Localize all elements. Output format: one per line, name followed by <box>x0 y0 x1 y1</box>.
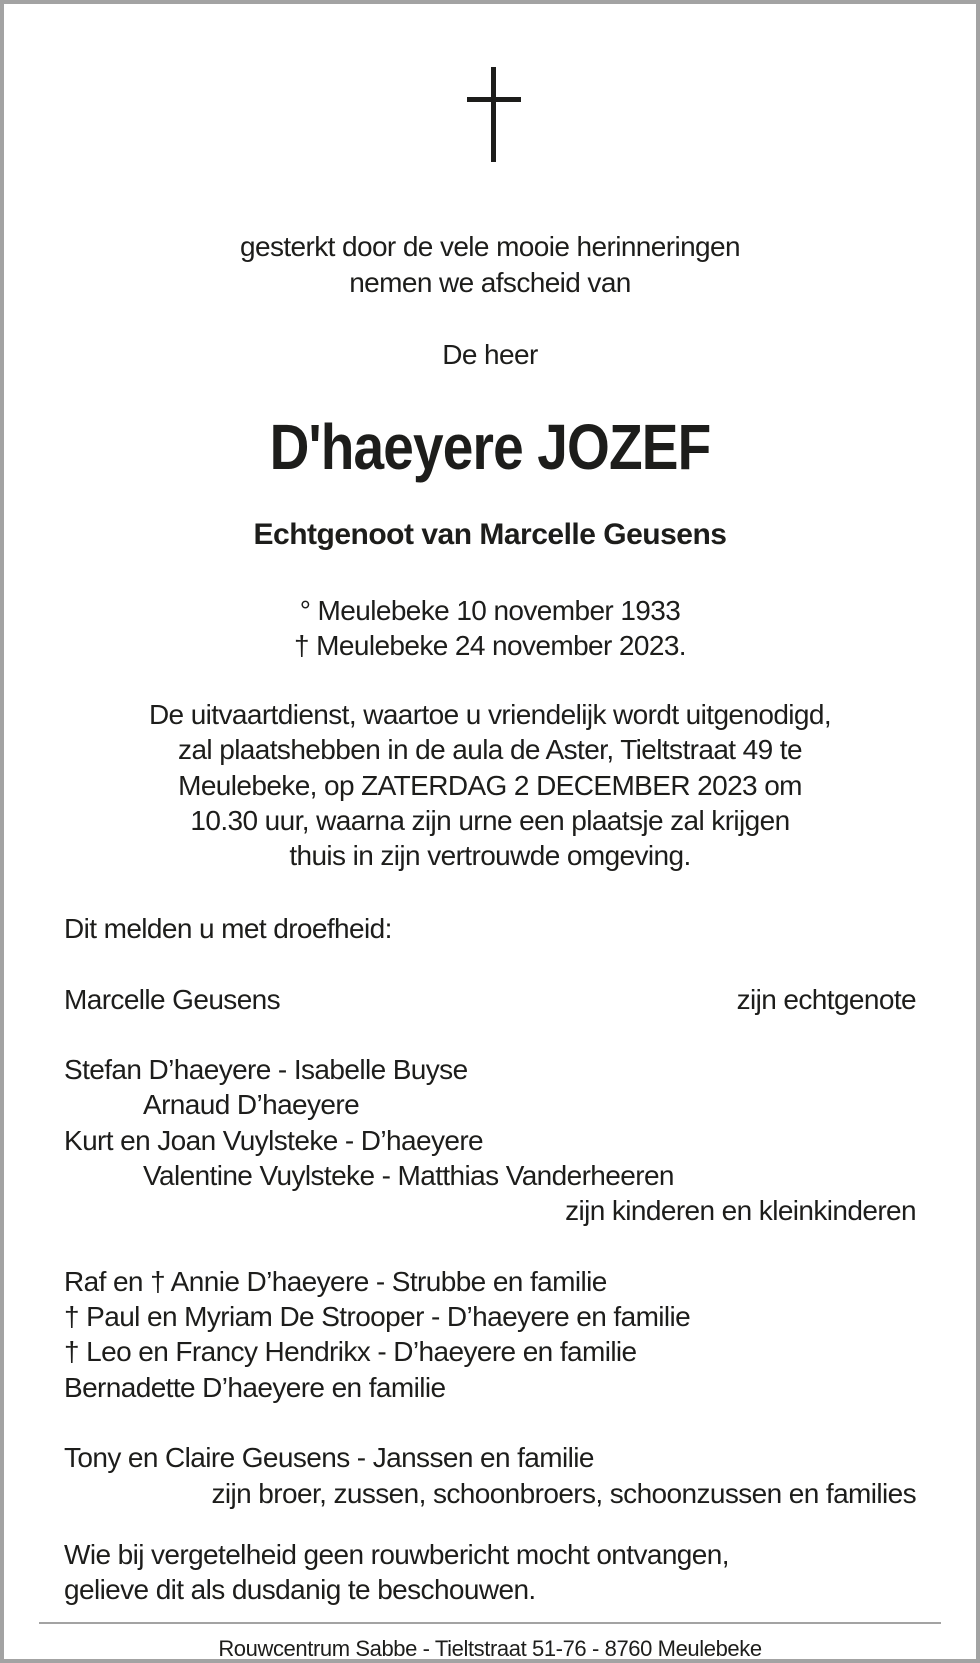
siblings-relation: zijn broer, zussen, schoonbroers, schoonzussen en families <box>211 1478 916 1509</box>
grandchild-line: Arnaud D’haeyere <box>143 1089 360 1120</box>
child-line: Kurt en Joan Vuylsteke - D’haeyere <box>64 1125 484 1156</box>
spouse-name: Marcelle Geusens <box>64 984 281 1015</box>
intro-line: nemen we afscheid van <box>349 267 631 298</box>
salutation: De heer <box>442 339 538 370</box>
divider <box>39 1622 941 1624</box>
announcement: Dit melden u met droefheid: <box>64 913 392 944</box>
footer-funeral-home: Rouwcentrum Sabbe - Tieltstraat 51-76 - 8760 Meulebeke <box>218 1636 762 1661</box>
closing-line: Wie bij vergetelheid geen rouwbericht mocht ontvangen, <box>64 1539 729 1570</box>
sibling-line: Raf en † Annie D’haeyere - Strubbe en familie <box>64 1266 607 1297</box>
children-relation: zijn kinderen en kleinkinderen <box>565 1195 916 1226</box>
child-line: Stefan D’haeyere - Isabelle Buyse <box>64 1054 468 1085</box>
sibling-line: † Paul en Myriam De Strooper - D’haeyere en familie <box>64 1301 691 1332</box>
sibling-line: † Leo en Francy Hendrikx - D’haeyere en familie <box>64 1336 637 1367</box>
grandchild-line: Valentine Vuylsteke - Matthias Vanderheeren <box>143 1160 674 1191</box>
inlaw-line: Tony en Claire Geusens - Janssen en familie <box>64 1442 594 1473</box>
birth-line: ° Meulebeke 10 november 1933 <box>299 595 681 626</box>
funeral-line: De uitvaartdienst, waartoe u vriendelijk wordt uitgenodigd, <box>148 699 832 730</box>
deceased-name: D'haeyere JOZEF <box>269 411 711 483</box>
spouse-line: Echtgenoot van Marcelle Geusens <box>253 518 727 551</box>
intro-line: gesterkt door de vele mooie herinneringen <box>240 231 740 262</box>
sibling-line: Bernadette D’haeyere en familie <box>64 1372 446 1403</box>
spouse-relation: zijn echtgenote <box>736 984 916 1015</box>
funeral-line: 10.30 uur, waarna zijn urne een plaatsje zal krijgen <box>190 805 790 836</box>
funeral-line: thuis in zijn vertrouwde omgeving. <box>289 840 691 871</box>
death-line: † Meulebeke 24 november 2023. <box>294 630 686 661</box>
closing-line: gelieve dit als dusdanig te beschouwen. <box>64 1574 536 1605</box>
funeral-line: Meulebeke, op ZATERDAG 2 DECEMBER 2023 om <box>178 770 802 801</box>
funeral-line: zal plaatshebben in de aula de Aster, Tieltstraat 49 te <box>178 734 802 765</box>
